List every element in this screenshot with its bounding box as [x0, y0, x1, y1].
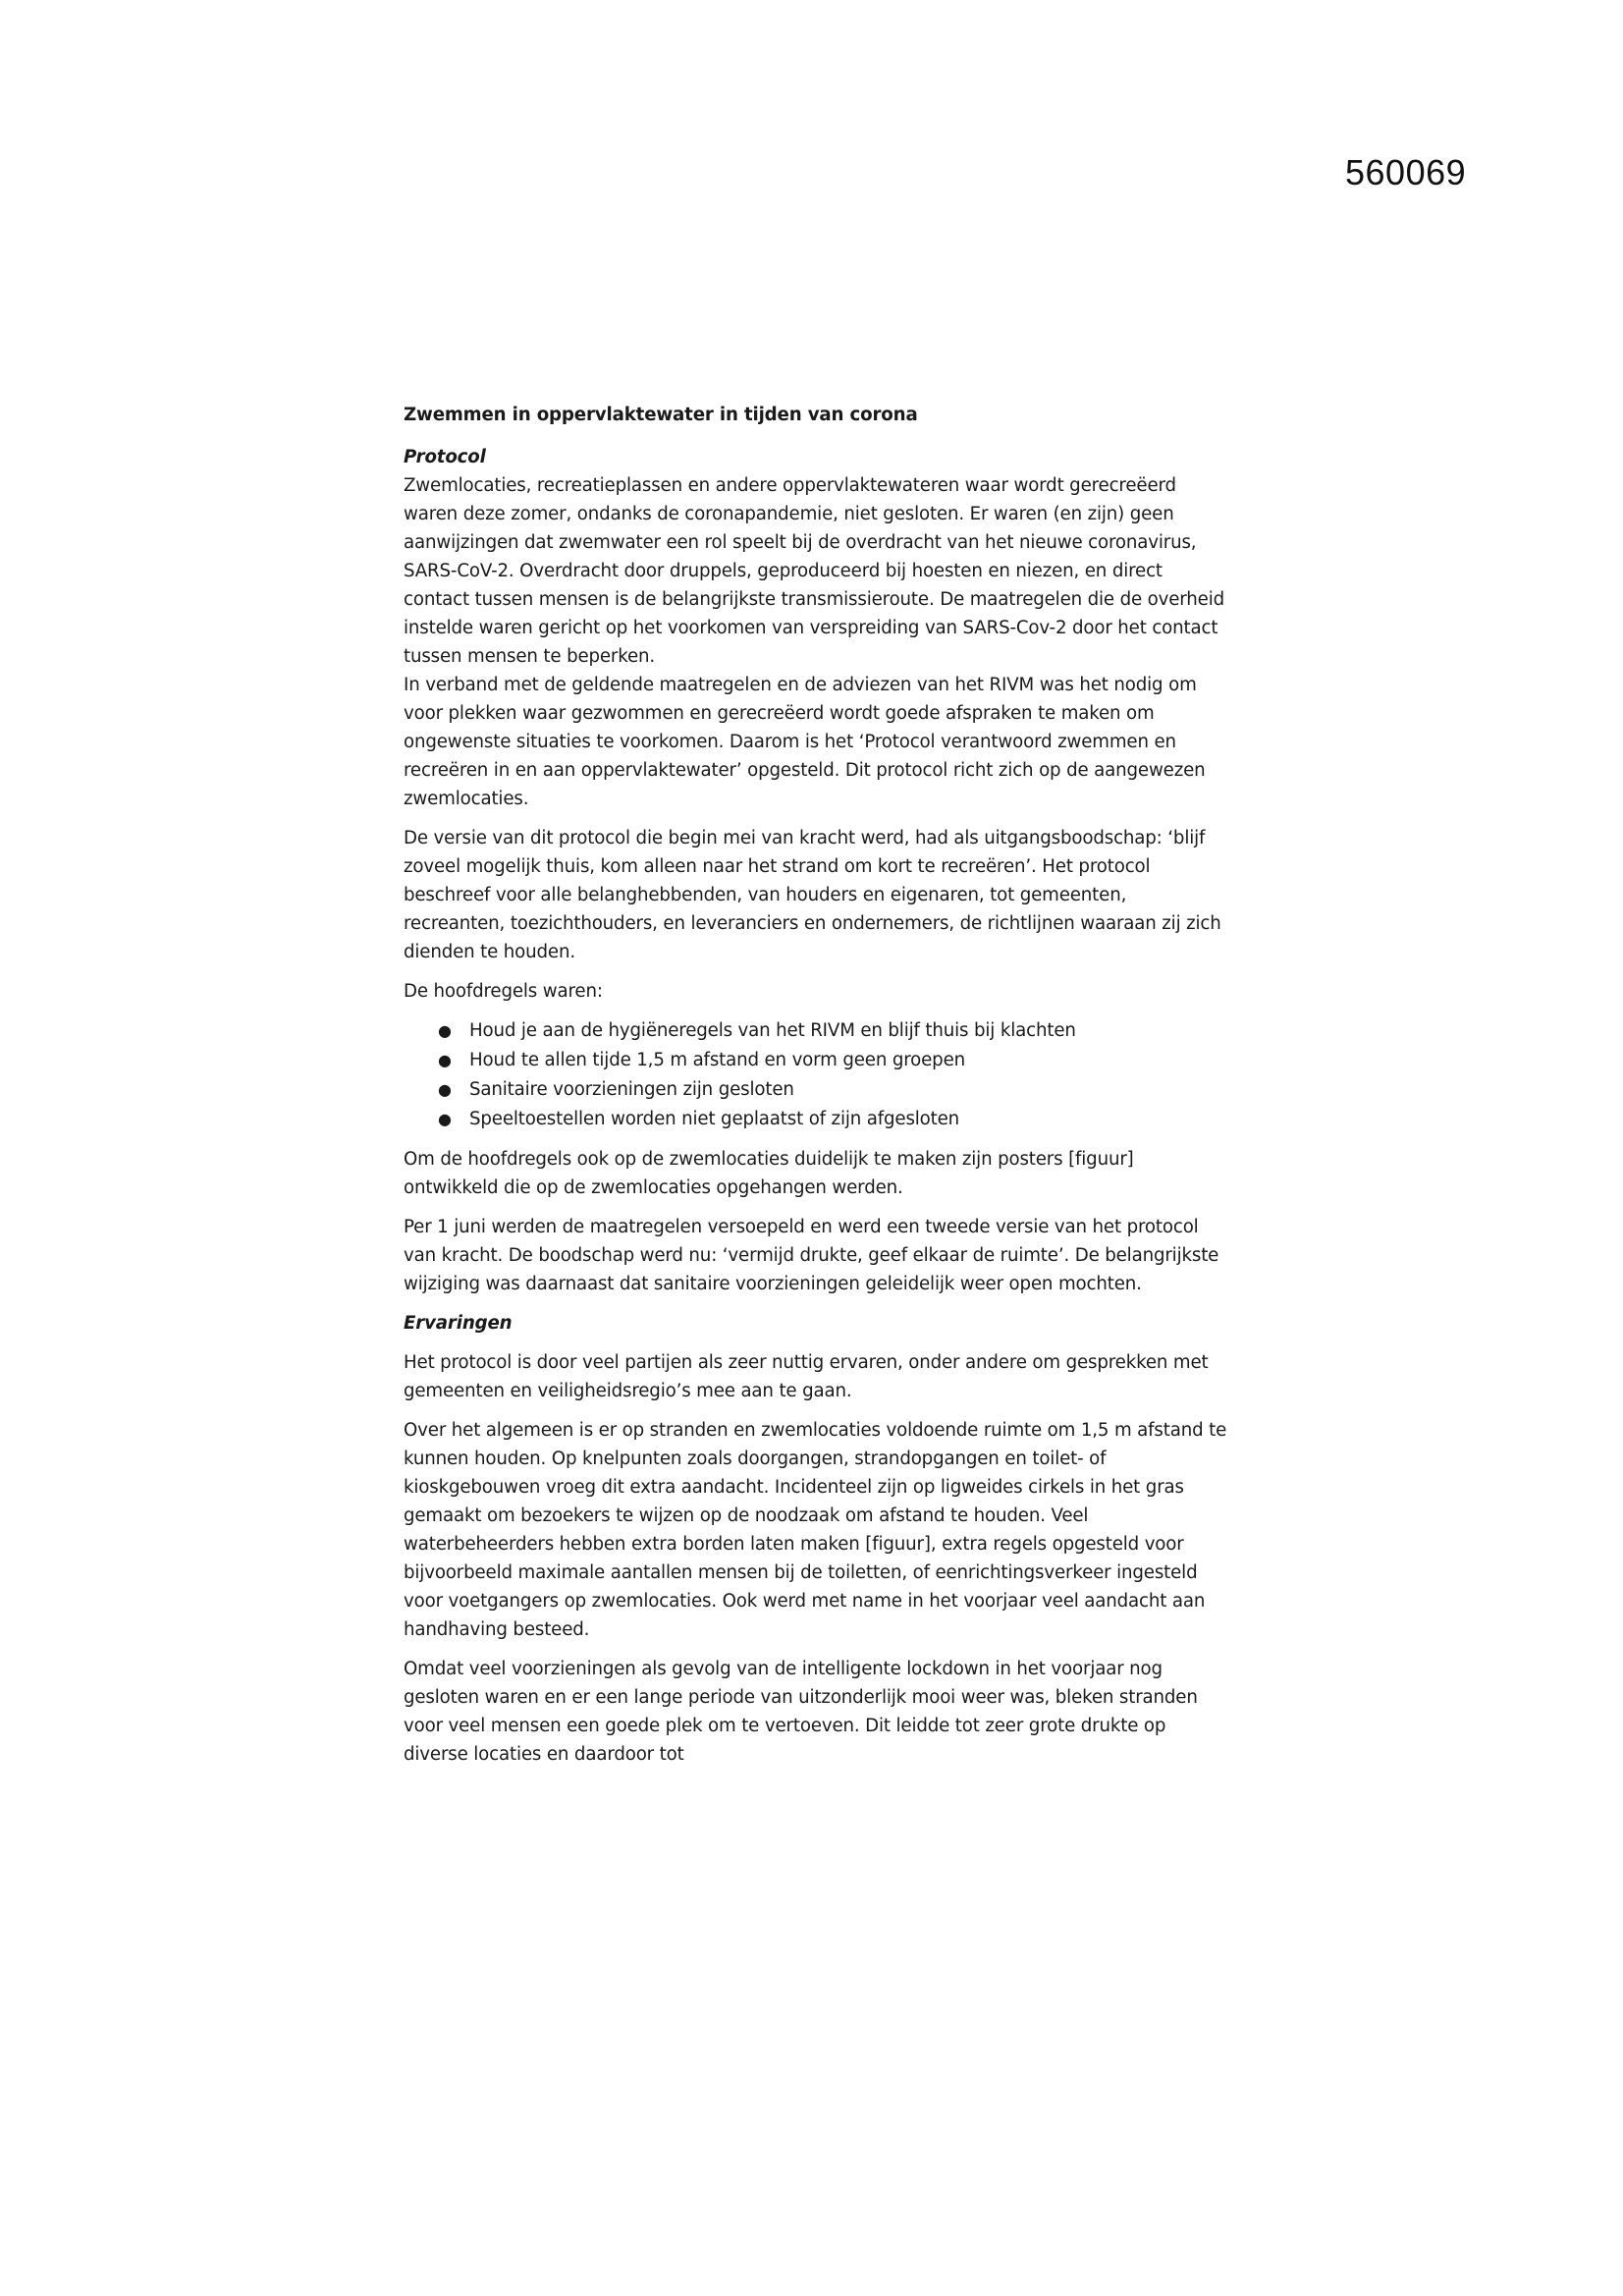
paragraph-protocol-intro-2: In verband met de geldende maatregelen en de adviezen van het RIVM was het nodig om voor plekken waar gezwommen en gerecreëerd wordt goede afspraken te maken om ongewenste situaties te voorkomen. Daarom is het ‘Protocol verantwoord zwemmen en recreëren in en aan oppervlaktewater’ opgesteld. Dit protocol richt zich op de aangewezen zwemlocaties. [404, 675, 1206, 809]
list-item [438, 1046, 1233, 1075]
list-item-text: Sanitaire voorzieningen zijn gesloten [469, 1079, 794, 1100]
list-item-text: Speeltoestellen worden niet geplaatst of zijn afgesloten [469, 1109, 960, 1129]
paragraph-useful: Het protocol is door veel partijen als zeer nuttig ervaren, onder andere om gesprekken met gemeenten en veiligheidsregio’s mee aan te gaan. [404, 1352, 1209, 1401]
document-title: Zwemmen in oppervlaktewater in tijden van corona [404, 405, 918, 425]
list-item-text: Houd te allen tijde 1,5 m afstand en vorm geen groepen [469, 1050, 965, 1070]
paragraph-crowds: Omdat veel voorzieningen als gevolg van de intelligente lockdown in het voorjaar nog gesloten waren en er een lange periode van uitzonderlijk mooi weer was, bleken stranden voor veel mensen een goede plek om te vertoeven. Dit leidde tot zeer grote drukte op diverse locaties en daardoor tot [404, 1659, 1198, 1765]
section-heading-protocol: Protocol [404, 447, 486, 467]
bullet-icon: ● [438, 1021, 452, 1040]
list-item-text: Houd je aan de hygiëneregels van het RIVM en blijf thuis bij klachten [469, 1020, 1076, 1041]
document-body [404, 401, 1233, 1779]
main-rules-list [404, 1016, 1233, 1134]
list-item [438, 1016, 1233, 1046]
paragraph-posters: Om de hoofdregels ook op de zwemlocaties duidelijk te maken zijn posters [figuur] ontwikkeld die op de zwemlocaties opgehangen werden. [404, 1149, 1134, 1198]
paragraph-protocol-version: De versie van dit protocol die begin mei van kracht werd, had als uitgangsboodschap: ‘blijf zoveel mogelijk thuis, kom alleen naar het strand om kort te recreëren’. Het protocol beschreef voor alle belanghebbenden, van houders en eigenaren, tot gemeenten, recreanten, toezichthouders, en leveranciers en ondernemers, de richtlijnen waaraan zij zich dienden te houden. [404, 828, 1221, 962]
section-heading-experiences: Ervaringen [404, 1313, 513, 1334]
bullet-icon: ● [438, 1080, 452, 1099]
bullet-icon: ● [438, 1110, 452, 1128]
main-rules-label: De hoofdregels waren: [404, 981, 603, 1002]
paragraph-protocol-intro-1: Zwemlocaties, recreatieplassen en andere oppervlaktewateren waar wordt gerecreëerd waren deze zomer, ondanks de coronapandemie, niet gesloten. Er waren (en zijn) geen aanwijzingen dat zwemwater een rol speelt bij de overdracht van het nieuwe coronavirus, SARS-CoV-2. Overdracht door druppels, geproduceerd bij hoesten en niezen, en direct contact tussen mensen is de belangrijkste transmissieroute. De maatregelen die de overheid instelde waren gericht op het voorkomen van verspreiding van SARS-Cov-2 door het contact tussen mensen te beperken. [404, 475, 1225, 667]
paragraph-june: Per 1 juni werden de maatregelen versoepeld en werd een tweede versie van het protocol van kracht. De boodschap werd nu: ‘vermijd drukte, geef elkaar de ruimte’. De belangrijkste wijziging was daarnaast dat sanitaire voorzieningen geleidelijk weer open mochten. [404, 1217, 1219, 1294]
document-number: 560069 [1345, 152, 1467, 192]
bullet-icon: ● [438, 1051, 452, 1069]
list-item [438, 1075, 1233, 1105]
paragraph-space: Over het algemeen is er op stranden en zwemlocaties voldoende ruimte om 1,5 m afstand te kunnen houden. Op knelpunten zoals doorgangen, strandopgangen en toilet- of kioskgebouwen vroeg dit extra aandacht. Incidenteel zijn op ligweides cirkels in het gras gemaakt om bezoekers te wijzen op de noodzaak om afstand te houden. Veel waterbeheerders hebben extra borden laten maken [figuur], extra regels opgesteld voor bijvoorbeeld maximale aantallen mensen bij de toiletten, of eenrichtingsverkeer ingesteld voor voetgangers op zwemlocaties. Ook werd met name in het voorjaar veel aandacht aan handhaving besteed. [404, 1420, 1227, 1640]
list-item [438, 1105, 1233, 1134]
